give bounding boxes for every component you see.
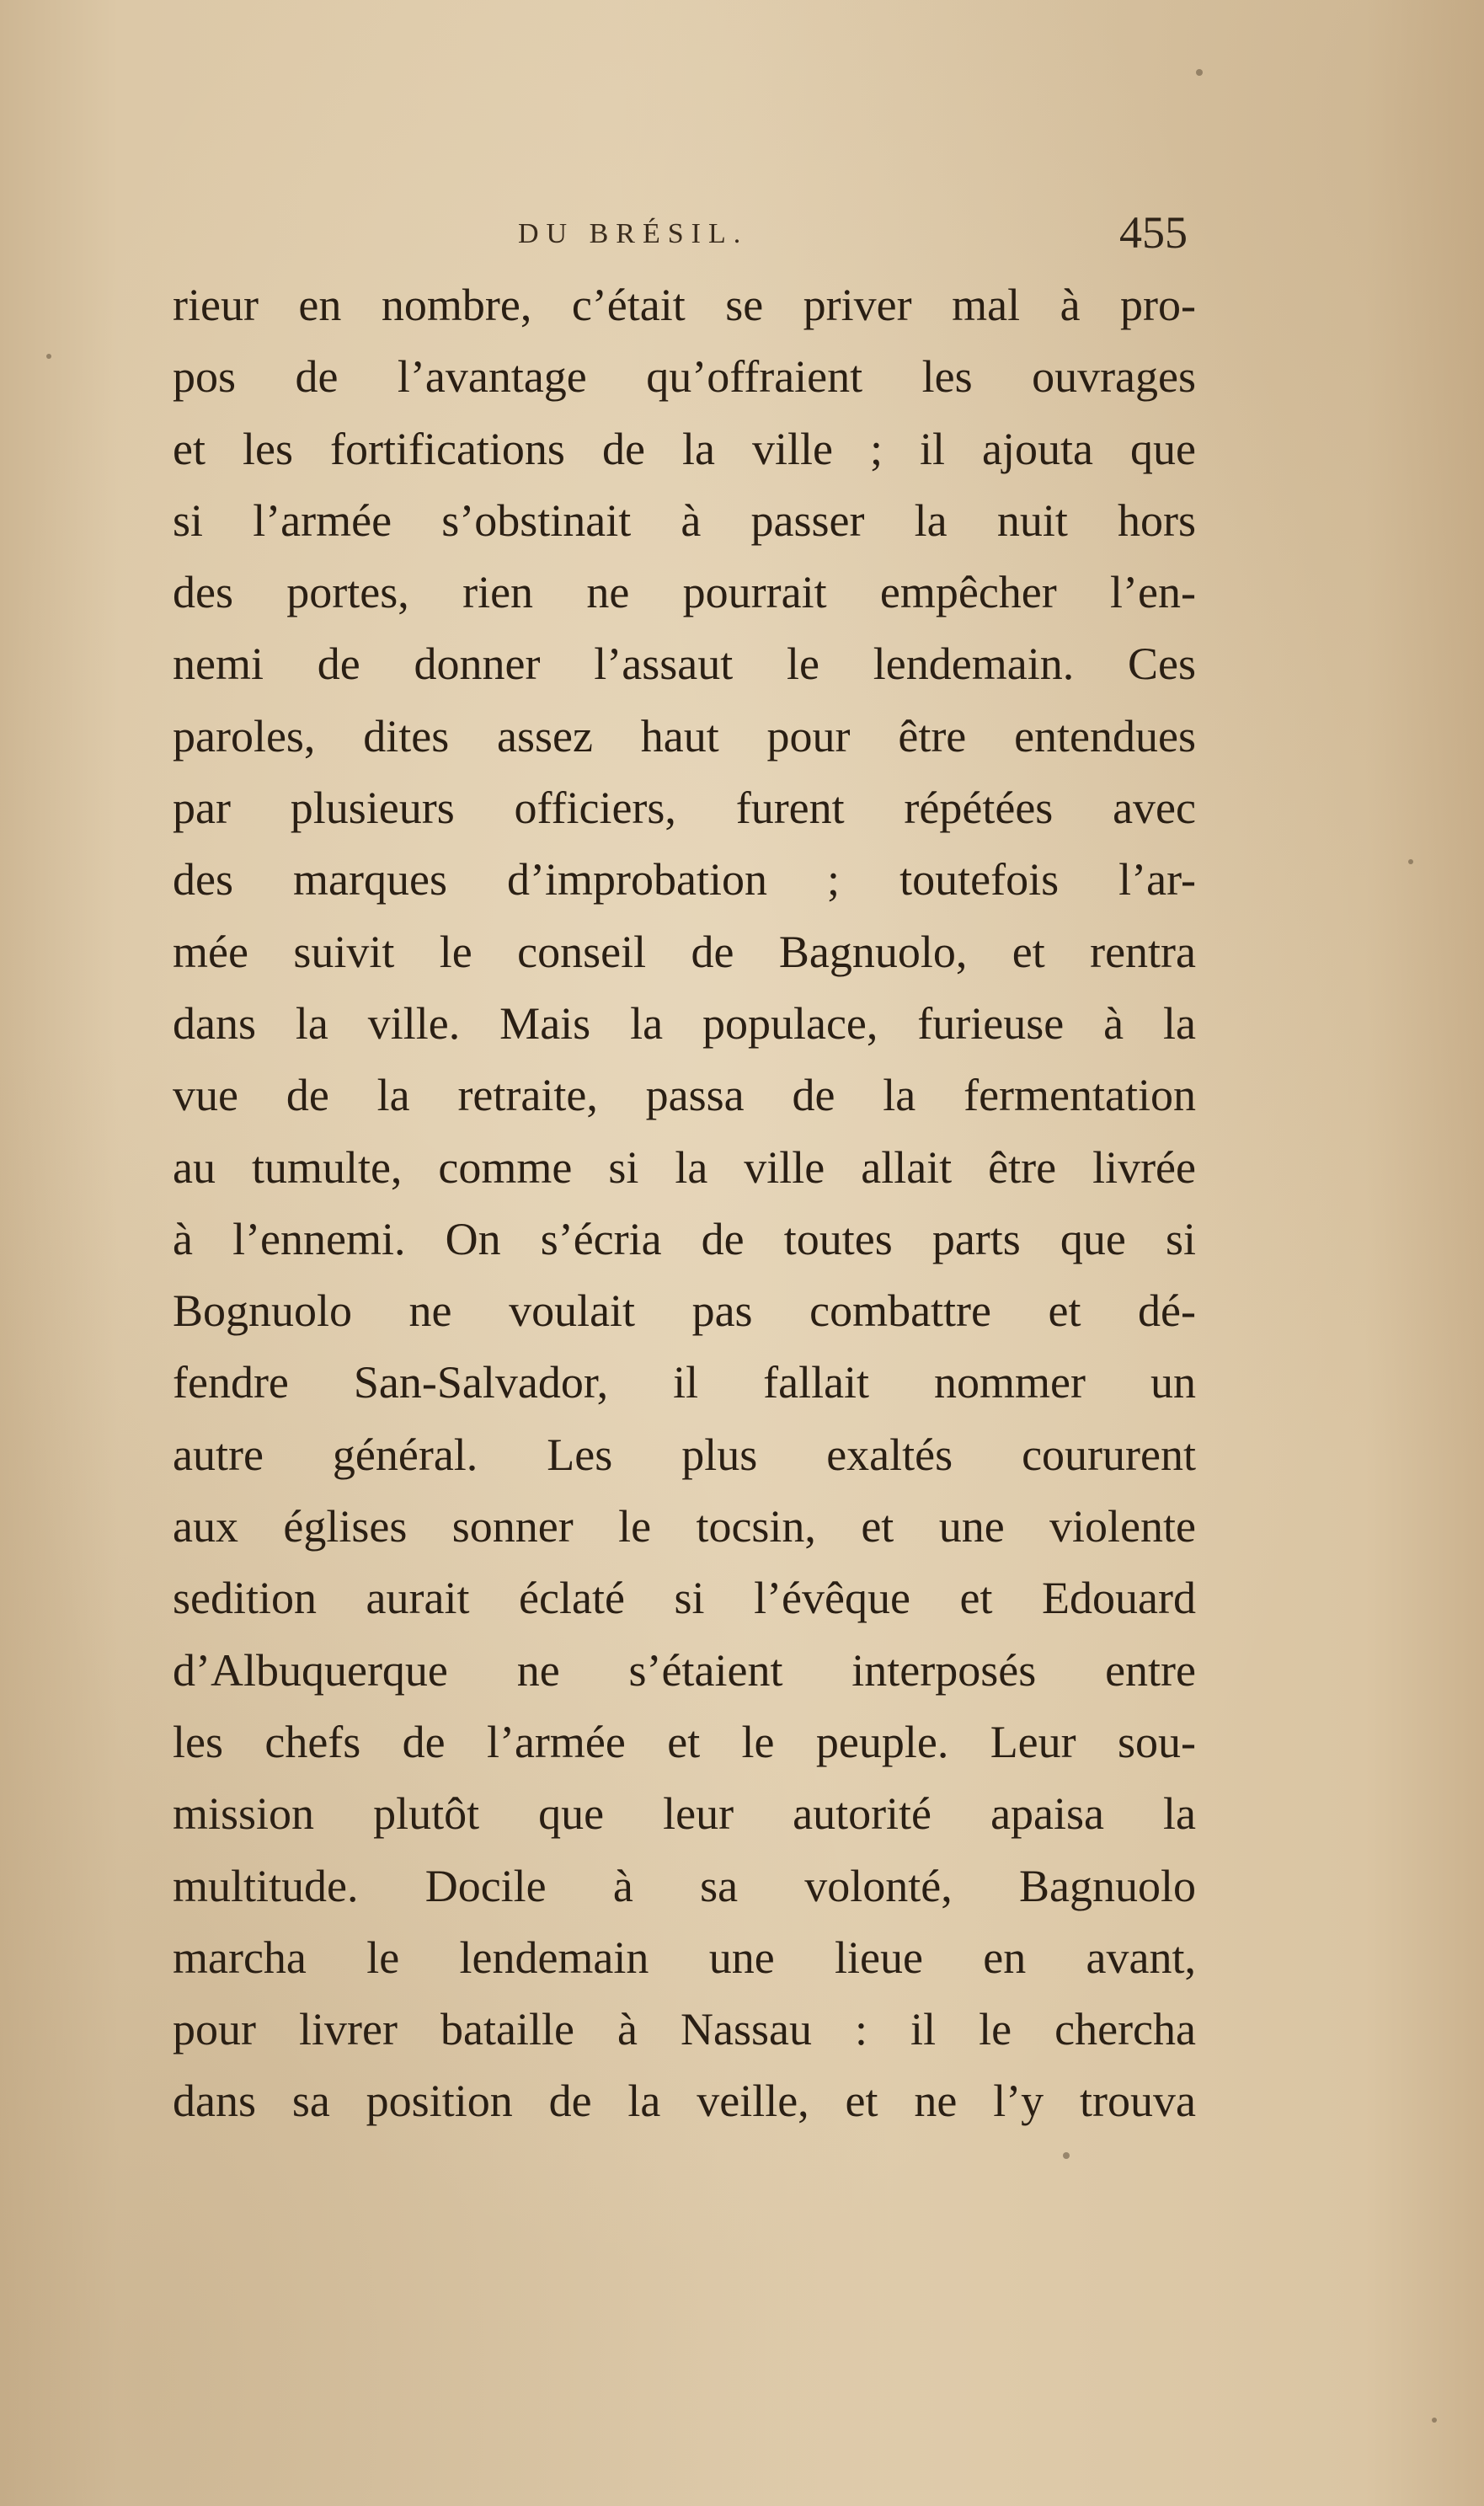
page-header bbox=[173, 206, 1188, 265]
text-line: si l’armée s’obstinait à passer la nuit hors bbox=[173, 494, 1196, 546]
text-line: nemi de donner l’assaut le lendemain. Ces bbox=[173, 639, 1196, 690]
text-line: fendre San-Salvador, il fallait nommer un bbox=[173, 1357, 1196, 1408]
body-text bbox=[173, 270, 1196, 2138]
paper-speck bbox=[1063, 2152, 1070, 2159]
running-head: DU BRÉSIL. bbox=[518, 218, 749, 249]
text-line: les chefs de l’armée et le peuple. Leur sou- bbox=[173, 1716, 1196, 1767]
page-number: 455 bbox=[1119, 207, 1188, 258]
text-line: multitude. Docile à sa volonté, Bagnuolo bbox=[173, 1860, 1196, 1911]
text-line: autre général. Les plus exaltés coururent bbox=[173, 1429, 1196, 1480]
text-line: pour livrer bataille à Nassau : il le chercha bbox=[173, 2004, 1196, 2055]
text-line: rieur en nombre, c’était se priver mal à pro- bbox=[173, 280, 1196, 330]
text-line: à l’ennemi. On s’écria de toutes parts que si bbox=[173, 1213, 1196, 1264]
text-line: paroles, dites assez haut pour être entendues bbox=[173, 710, 1196, 761]
text-line: vue de la retraite, passa de la fermentation bbox=[173, 1070, 1196, 1121]
text-line: au tumulte, comme si la ville allait être livrée bbox=[173, 1141, 1196, 1193]
text-line: sedition aurait éclaté si l’évêque et Edouard bbox=[173, 1573, 1196, 1624]
paper-speck bbox=[1408, 859, 1413, 864]
text-line: et les fortifications de la ville ; il ajouta que bbox=[173, 423, 1196, 474]
text-line: d’Albuquerque ne s’étaient interposés entre bbox=[173, 1644, 1196, 1696]
paper-speck bbox=[1196, 69, 1203, 76]
paper-speck bbox=[46, 354, 51, 359]
text-line: des marques d’improbation ; toutefois l’ar- bbox=[173, 854, 1196, 906]
text-line: Bognuolo ne voulait pas combattre et dé- bbox=[173, 1285, 1196, 1337]
text-line: mission plutôt que leur autorité apaisa la bbox=[173, 1788, 1196, 1840]
paper-speck bbox=[1432, 2418, 1437, 2423]
text-line: aux églises sonner le tocsin, et une violente bbox=[173, 1501, 1196, 1552]
text-line: des portes, rien ne pourrait empêcher l’en- bbox=[173, 567, 1196, 618]
text-line: dans la ville. Mais la populace, furieuse à la bbox=[173, 997, 1196, 1049]
text-line: mée suivit le conseil de Bagnuolo, et rentra bbox=[173, 926, 1196, 977]
text-line: marcha le lendemain une lieue en avant, bbox=[173, 1932, 1196, 1983]
text-line: par plusieurs officiers, furent répétées avec bbox=[173, 783, 1196, 834]
text-line: dans sa position de la veille, et ne l’y trouva bbox=[173, 2076, 1196, 2127]
text-line: pos de l’avantage qu’offraient les ouvrages bbox=[173, 351, 1196, 403]
